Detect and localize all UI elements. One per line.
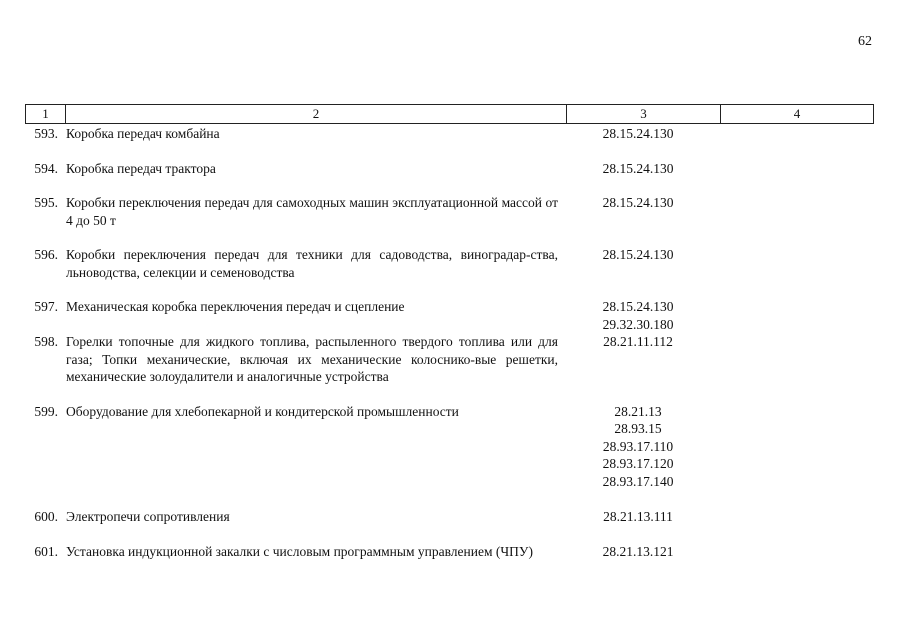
row-code: 28.93.17.110 <box>602 438 674 454</box>
row-number: 596. <box>34 247 58 262</box>
row-number: 598. <box>34 334 58 349</box>
row-code: 28.15.24.130 <box>602 126 674 141</box>
row-number: 600. <box>34 509 58 524</box>
row-number: 601. <box>34 543 58 559</box>
row-number: 597. <box>34 299 58 314</box>
table-row <box>25 543 874 561</box>
table-body <box>25 125 874 560</box>
row-codes <box>566 298 720 333</box>
row-description: Установка индукционной закалки с числовым программным управлением (ЧПУ) <box>66 543 533 559</box>
row-code: 28.21.13.121 <box>602 543 674 559</box>
row-code: 28.93.17.140 <box>602 473 674 489</box>
row-code: 28.15.24.130 <box>602 160 674 176</box>
row-code: 29.32.30.180 <box>602 316 674 332</box>
row-code: 28.21.11.112 <box>603 334 673 349</box>
table-header-col-3: 3 <box>567 105 721 123</box>
row-code: 28.93.17.120 <box>602 456 674 471</box>
row-codes <box>566 543 720 561</box>
table-header-col-1: 1 <box>26 105 66 123</box>
row-description: Оборудование для хлебопекарной и кондитерской промышленности <box>66 403 459 419</box>
table-row <box>25 298 874 333</box>
table-header-col-2: 2 <box>66 105 567 123</box>
row-code: 28.93.15 <box>614 421 662 436</box>
table-row <box>25 194 874 229</box>
row-number: 594. <box>34 160 58 176</box>
page-number: 62 <box>858 34 872 49</box>
table-row <box>25 508 874 526</box>
row-codes <box>566 194 720 212</box>
row-number: 593. <box>34 126 58 141</box>
table-header-col-4: 4 <box>793 106 801 121</box>
row-codes <box>566 125 720 143</box>
row-description: Коробка передач комбайна <box>66 126 220 141</box>
row-description: Коробка передач трактора <box>66 160 216 176</box>
row-code: 28.21.13.111 <box>603 509 673 524</box>
row-codes <box>566 160 720 178</box>
row-description: Коробки переключения передач для самоходных машин эксплуатационной массой от 4 до 50 т <box>66 195 558 228</box>
row-number: 595. <box>34 195 58 210</box>
row-code: 28.21.13 <box>614 403 662 419</box>
row-code: 28.15.24.130 <box>602 247 674 262</box>
row-description: Коробки переключения передач для техники для садоводства, виноградар-ства, льноводства, селекции и семеноводства <box>66 247 558 280</box>
row-code: 28.15.24.130 <box>602 195 674 210</box>
table-row <box>25 160 874 178</box>
table-row <box>25 333 874 386</box>
table-row <box>25 403 874 491</box>
row-number: 599. <box>34 403 58 419</box>
row-codes <box>566 333 720 351</box>
row-codes <box>566 508 720 526</box>
row-description: Горелки топочные для жидкого топлива, распыленного твердого топлива или для газа; Топки механические, включая их механические колоснико-вые решетки, механические золоудалители и аналогичные устройства <box>66 334 558 384</box>
row-description: Механическая коробка переключения передач и сцепление <box>66 299 405 314</box>
table-row <box>25 246 874 281</box>
table-header-row <box>25 104 874 124</box>
table-row <box>25 125 874 143</box>
row-code: 28.15.24.130 <box>602 299 674 314</box>
row-codes <box>566 246 720 264</box>
row-codes <box>566 403 720 491</box>
row-description: Электропечи сопротивления <box>66 509 230 524</box>
